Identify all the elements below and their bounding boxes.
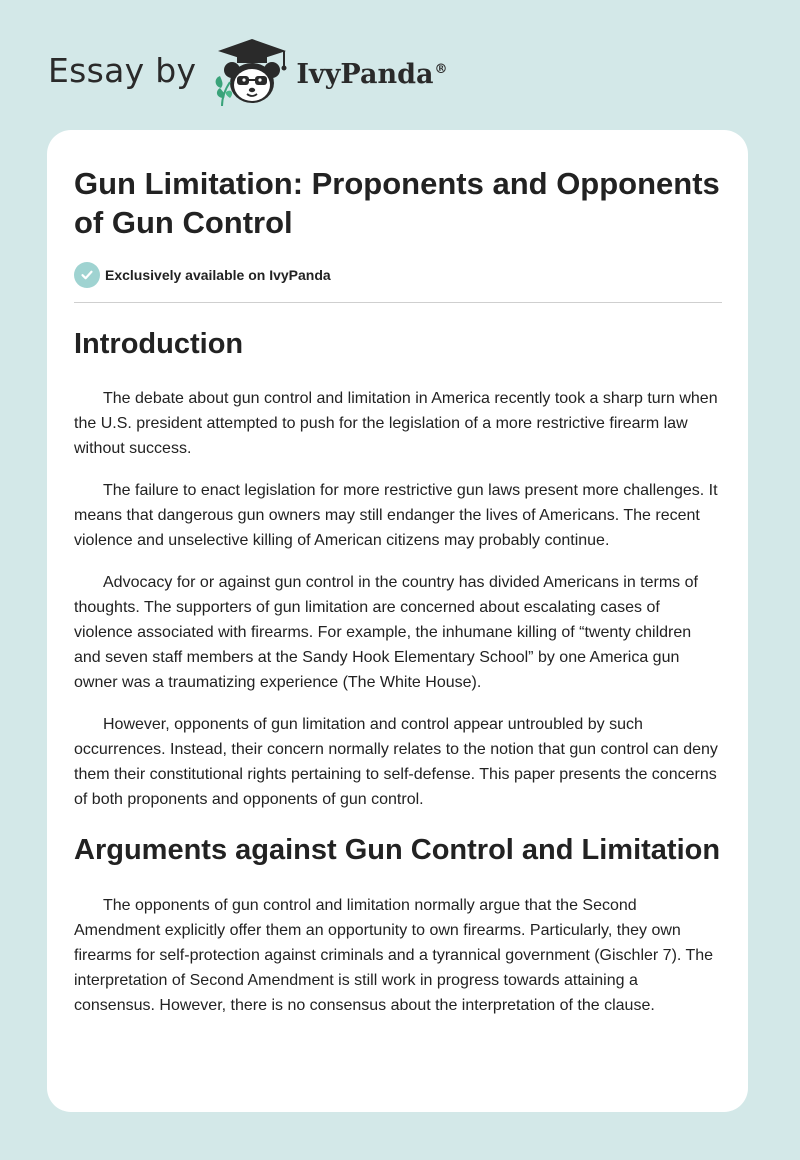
panda-graduate-logo-icon[interactable]	[210, 36, 294, 108]
paragraph: The debate about gun control and limitation in America recently took a sharp turn when the U.S. president attempted to push for the legislation of a more restrictive firearm law without success.	[74, 390, 718, 457]
paragraph: The opponents of gun control and limitation normally argue that the Second Amendment explicitly offer them an opportunity to own firearms. Particularly, they own firearms for self-protection against criminals and a tyrannical government (Gischler 7). The interpretation of Second Amendment is still work in progress towards attaining a consensus. However, there is no consensus about the interpretation of the clause.	[74, 897, 714, 1014]
exclusive-badge-text: Exclusively available on IvyPanda	[105, 267, 331, 283]
ivypanda-brand-name[interactable]: IvyPanda®	[296, 58, 448, 90]
checkmark-icon	[74, 262, 100, 288]
registered-mark: ®	[434, 61, 448, 77]
exclusive-badge	[74, 262, 722, 288]
paragraph: The failure to enact legislation for more restrictive gun laws present more challenges. It means that dangerous gun owners may still endanger the lives of Americans. The recent violence and unselective killing of American citizens may probably continue.	[74, 482, 718, 549]
paragraph: Advocacy for or against gun control in the country has divided Americans in terms of thoughts. The supporters of gun limitation are concerned about escalating cases of violence associated with firearms. For example, the inhumane killing of “twenty children and seven staff members at the Sandy Hook Elementary School” by one America gun owner was a traumatizing experience (The White House).	[74, 574, 698, 691]
section-heading-arguments-against: Arguments against Gun Control and Limitation	[74, 834, 721, 866]
essay-title: Gun Limitation: Proponents and Opponents of Gun Control	[74, 166, 720, 240]
paragraph: However, opponents of gun limitation and control appear untroubled by such occurrences. Instead, their concern normally relates to the notion that gun control can deny them their constitutional rights pertaining to self-defense. This paper presents the concerns of both proponents and opponents of gun control.	[74, 716, 718, 808]
site-header	[48, 36, 447, 108]
section-heading-introduction: Introduction	[74, 328, 244, 360]
title-divider	[74, 302, 722, 303]
essay-by-label: Essay by	[48, 50, 197, 90]
essay-card	[47, 130, 748, 1112]
